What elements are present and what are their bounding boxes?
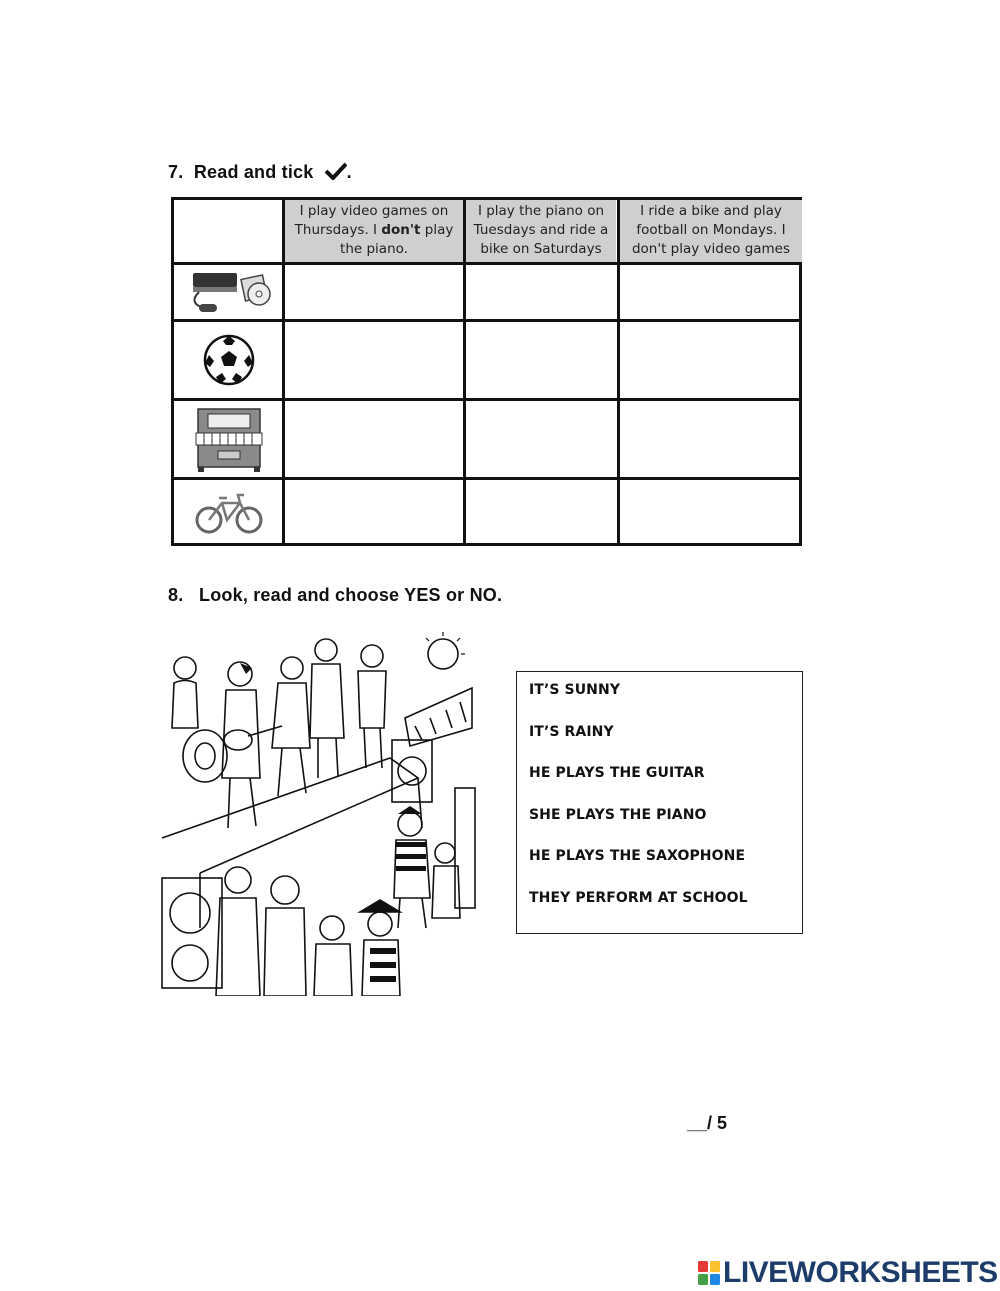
- liveworksheets-logo-text: LIVEWORKSHEETS: [723, 1256, 998, 1289]
- column-1-line-1: I play video games on: [299, 203, 449, 219]
- statement-6[interactable]: THEY PERFORM AT SCHOOL: [529, 889, 748, 906]
- tick-cell-r3-c3[interactable]: [620, 401, 799, 477]
- tick-cell-r1-c3[interactable]: [620, 265, 799, 319]
- exercise-8-heading: [168, 585, 502, 606]
- statement-1[interactable]: IT’S SUNNY: [529, 682, 621, 698]
- column-1-line-2: Thursdays. I don't play: [294, 222, 454, 238]
- liveworksheets-logo-icon: [698, 1261, 720, 1285]
- concert-illustration: [160, 628, 476, 996]
- checkmark-icon: [325, 162, 347, 180]
- column-header-3: [620, 200, 802, 262]
- tick-cell-r4-c1[interactable]: [285, 480, 463, 543]
- exercise-7-heading: [168, 162, 352, 183]
- tick-cell-r2-c2[interactable]: [466, 322, 617, 398]
- bike-icon: [174, 480, 283, 544]
- statement-3[interactable]: HE PLAYS THE GUITAR: [529, 765, 705, 781]
- column-2-line-3: bike on Saturdays: [480, 241, 602, 257]
- column-header-2: [466, 200, 616, 262]
- tick-cell-r3-c1[interactable]: [285, 401, 463, 477]
- column-3-line-2: football on Mondays. I: [636, 222, 786, 238]
- exercise-8-title: Look, read and choose YES or NO.: [199, 585, 503, 605]
- video-game-console-icon: [174, 265, 283, 319]
- column-header-1: [285, 200, 463, 262]
- column-1-line-3: the piano.: [340, 241, 408, 257]
- tick-cell-r4-c2[interactable]: [466, 480, 617, 543]
- exercise-8-number: 8.: [168, 585, 184, 605]
- exercise-7-title: Read and tick: [193, 162, 314, 182]
- tick-table: [171, 197, 802, 546]
- tick-cell-r2-c1[interactable]: [285, 322, 463, 398]
- column-2-line-2: Tuesdays and ride a: [473, 222, 609, 238]
- exercise-7-title-end: .: [346, 162, 352, 182]
- football-icon: [174, 322, 283, 398]
- liveworksheets-logo: [698, 1256, 998, 1290]
- tick-cell-r4-c3[interactable]: [620, 480, 799, 543]
- statement-2[interactable]: IT’S RAINY: [529, 723, 614, 740]
- piano-icon: [174, 401, 283, 477]
- yes-no-statements-box: [516, 671, 803, 934]
- column-3-line-3: don't play video games: [631, 241, 791, 257]
- tick-cell-r2-c3[interactable]: [620, 322, 799, 398]
- column-3-line-1: I ride a bike and play: [640, 203, 782, 219]
- tick-cell-r1-c1[interactable]: [285, 265, 463, 319]
- statement-4[interactable]: SHE PLAYS THE PIANO: [529, 806, 707, 823]
- score-label: __/ 5: [687, 1113, 728, 1133]
- tick-cell-r1-c2[interactable]: [466, 265, 617, 319]
- statement-5[interactable]: HE PLAYS THE SAXOPHONE: [529, 848, 746, 864]
- tick-cell-r3-c2[interactable]: [466, 401, 617, 477]
- exercise-7-number: 7.: [168, 162, 184, 182]
- column-2-line-1: I play the piano on: [477, 203, 605, 219]
